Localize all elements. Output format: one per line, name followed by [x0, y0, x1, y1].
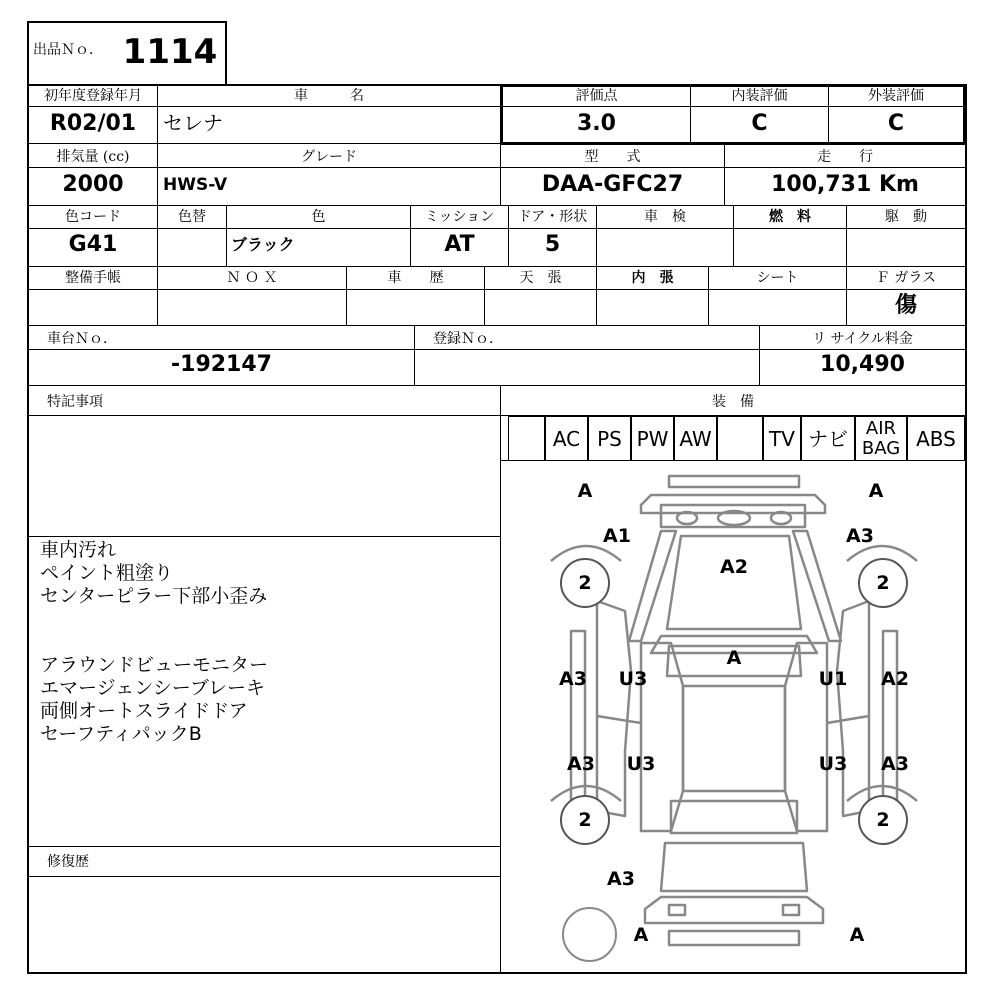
tire-rear-left: 2	[560, 795, 610, 845]
spare-tire-circle	[562, 907, 617, 962]
interior-value: C	[751, 111, 768, 136]
note-item: エマージェンシーブレーキ	[40, 677, 266, 699]
chassis-value: -192147	[171, 352, 272, 377]
equipment-navi: ナビ	[801, 416, 855, 461]
label-equipment: 装 備	[712, 394, 754, 410]
label-fuel: 燃 料	[769, 209, 811, 225]
mark-rear-bumper-left: A	[633, 924, 649, 946]
equipment-pw: PW	[631, 416, 674, 461]
label-first-registration: 初年度登録年月	[44, 88, 142, 104]
mark-right-front-door: U1	[818, 668, 848, 690]
note-item: ペイント粗塗り	[40, 562, 174, 584]
note-item: セーフティパックB	[40, 723, 202, 745]
note-item: 両側オートスライドドア	[40, 700, 248, 722]
mark-left-rear-outer: A3	[567, 753, 595, 775]
label-service-book: 整備手帳	[65, 270, 121, 286]
tire-front-left: 2	[560, 558, 610, 608]
label-color-code: 色コード	[65, 209, 121, 225]
mark-left-rear-door: U3	[626, 753, 656, 775]
label-seat: シート	[756, 270, 799, 286]
car-name-value: セレナ	[163, 111, 223, 135]
color-value: ブラック	[231, 235, 295, 254]
tire-front-right: 2	[858, 558, 908, 608]
tire-rear-right: 2	[858, 795, 908, 845]
label-grade: グレード	[301, 149, 357, 165]
label-special-notes: 特記事項	[47, 394, 103, 410]
grade-value: HWS-V	[163, 175, 228, 195]
label-recycle: リ サイクル料金	[812, 331, 913, 347]
label-exterior: 外装評価	[868, 88, 924, 104]
label-interior-trim: 内 張	[631, 270, 674, 286]
mark-roof: A	[726, 647, 742, 669]
recycle-value: 10,490	[820, 352, 905, 377]
label-history: 車 歴	[387, 270, 444, 286]
equipment-tv: TV	[763, 416, 801, 461]
label-inspection: 車 検	[644, 209, 686, 225]
mark-rear-bumper-right: A	[849, 924, 865, 946]
mark-tailgate: A3	[607, 868, 635, 890]
label-score: 評価点	[575, 88, 618, 104]
mark-front-bumper-left: A	[577, 480, 593, 502]
label-interior: 内装評価	[731, 88, 788, 104]
mark-front-bumper-right: A	[868, 480, 884, 502]
equipment-ps: PS	[588, 416, 631, 461]
f-glass-value: 傷	[894, 293, 917, 318]
note-item: センターピラー下部小歪み	[40, 585, 268, 607]
label-doors: ドア・形状	[517, 209, 588, 225]
equipment-airbag: AIR BAG	[855, 416, 907, 461]
note-item: 車内汚れ	[40, 539, 117, 561]
mark-front-left-fender: A1	[603, 525, 631, 547]
lot-label: 出品Ｎｏ．	[33, 42, 103, 58]
label-mileage: 走 行	[817, 149, 873, 165]
label-mission: ミッション	[424, 209, 495, 225]
lot-number: 1114	[122, 32, 218, 72]
mark-front-right-fender: A3	[846, 525, 874, 547]
mark-right-rear-door: U3	[818, 753, 848, 775]
label-car-name: 車 名	[294, 88, 364, 104]
note-item: アラウンドビューモニター	[40, 654, 269, 676]
equipment-ac: AC	[545, 416, 588, 461]
exterior-value: C	[887, 111, 905, 136]
displacement-value: 2000	[62, 172, 124, 197]
label-f-glass: Ｆ ガラス	[875, 270, 937, 286]
equipment-blank-box-2	[717, 416, 763, 461]
label-chassis: 車台Ｎｏ．	[47, 331, 117, 347]
label-nox: Ｎ Ｏ Ｘ	[226, 270, 278, 286]
mark-right-front-door-outer: A2	[881, 668, 909, 690]
mark-hood: A2	[720, 556, 748, 578]
mission-value: AT	[444, 232, 475, 257]
label-displacement: 排気量 (cc)	[56, 149, 130, 165]
color-code-value: G41	[68, 232, 118, 257]
mark-left-front-door-outer: A3	[559, 668, 587, 690]
label-registration: 登録Ｎｏ．	[433, 331, 503, 347]
equipment-abs: ABS	[907, 416, 965, 461]
doors-value: 5	[544, 232, 561, 257]
car-diagram	[501, 461, 965, 972]
label-repair-history: 修復歴	[47, 854, 89, 870]
equipment-aw: AW	[674, 416, 717, 461]
label-drive: 駆 動	[885, 209, 927, 225]
label-model: 型 式	[584, 149, 641, 165]
first-registration-value: R02/01	[49, 111, 137, 136]
mark-left-front-door: U3	[618, 668, 648, 690]
label-color: 色	[311, 209, 326, 225]
label-color-change: 色替	[178, 209, 206, 225]
mark-right-rear-outer: A3	[881, 753, 909, 775]
model-value: DAA-GFC27	[541, 172, 684, 197]
equipment-blank-box	[508, 416, 545, 461]
label-roof: 天 張	[519, 270, 562, 286]
score-value: 3.0	[577, 111, 616, 136]
mileage-value: 100,731 Km	[771, 172, 919, 197]
